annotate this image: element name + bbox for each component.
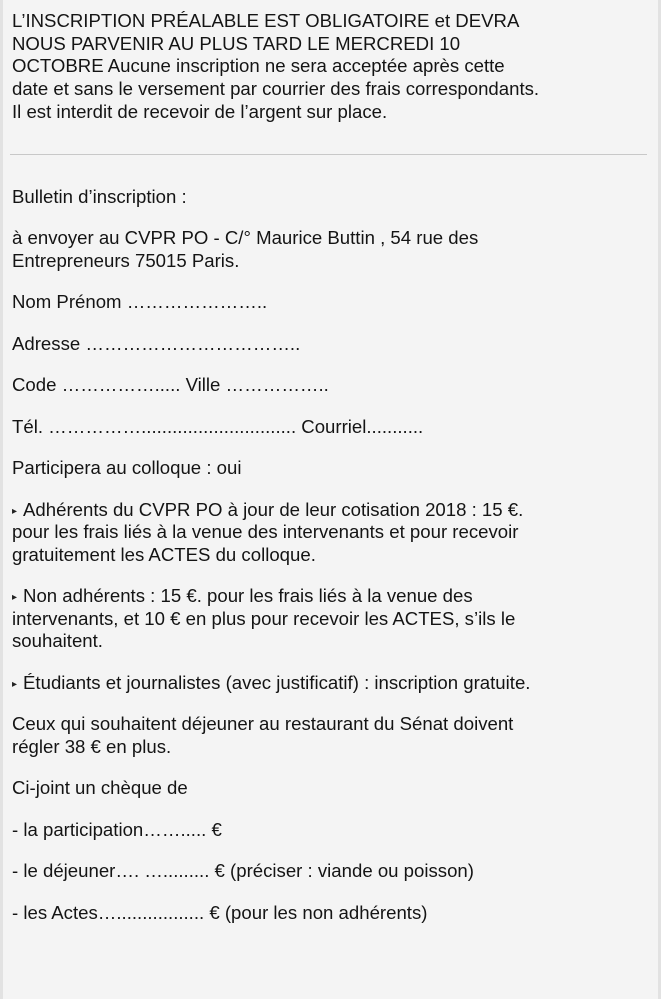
tier-line: Adhérents du CVPR PO à jour de leur cotisation 2018 : 15 €. xyxy=(23,498,524,520)
document-content xyxy=(12,10,652,924)
notice-line: date et sans le versement par courrier des frais correspondants. xyxy=(12,78,540,100)
participation-line: Participera au colloque : oui xyxy=(12,457,242,479)
notice-line: OCTOBRE Aucune inscription ne sera acceptée après cette xyxy=(12,55,505,77)
tier-line: souhaitent. xyxy=(12,630,103,652)
cheque-item-actes: - les Actes…................. € (pour les non adhérents) xyxy=(12,901,428,923)
cheque-item-participation: - la participation……..... € xyxy=(12,818,222,840)
code-city-field: Code ……………..... Ville …………….. xyxy=(12,374,329,396)
tier-line: intervenants, et 10 € en plus pour recevoir les ACTES, s’ils le xyxy=(12,607,516,629)
tel-email-field: Tél. …………….............................. Courriel........... xyxy=(12,415,424,437)
tier-members xyxy=(12,499,652,567)
lunch-line: régler 38 € en plus. xyxy=(12,735,172,757)
tier-non-members xyxy=(12,585,652,653)
mailing-address xyxy=(12,227,652,272)
page-edge-left xyxy=(0,0,3,999)
cheque-intro: Ci-joint un chèque de xyxy=(12,777,188,799)
notice-line: Il est interdit de recevoir de l’argent sur place. xyxy=(12,100,388,122)
registration-notice xyxy=(12,10,652,124)
name-field: Nom Prénom ………………….. xyxy=(12,291,268,313)
bulletin-title: Bulletin d’inscription : xyxy=(12,185,187,207)
lunch-line: Ceux qui souhaitent déjeuner au restaurant du Sénat doivent xyxy=(12,713,514,735)
address-line: Entrepreneurs 75015 Paris. xyxy=(12,249,240,271)
tier-students xyxy=(12,672,652,695)
tier-line: Non adhérents : 15 €. pour les frais liés à la venue des xyxy=(23,585,473,607)
lunch-note xyxy=(12,713,652,758)
address-field: Adresse …………………………….. xyxy=(12,332,301,354)
triangle-bullet-icon: ▸ xyxy=(12,678,18,690)
notice-line: NOUS PARVENIR AU PLUS TARD LE MERCREDI 10 xyxy=(12,32,461,54)
tier-line: pour les frais liés à la venue des intervenants et pour recevoir xyxy=(12,521,519,543)
triangle-bullet-icon: ▸ xyxy=(12,592,18,604)
tier-line: gratuitement les ACTES du colloque. xyxy=(12,543,316,565)
notice-line: L’INSCRIPTION PRÉALABLE EST OBLIGATOIRE et DEVRA xyxy=(12,10,520,31)
cheque-item-lunch: - le déjeuner…. …......... € (préciser : viande ou poisson) xyxy=(12,860,474,882)
section-divider xyxy=(10,154,647,155)
triangle-bullet-icon: ▸ xyxy=(12,505,18,517)
tier-line: Étudiants et journalistes (avec justificatif) : inscription gratuite. xyxy=(23,671,531,693)
address-line: à envoyer au CVPR PO - C/° Maurice Buttin , 54 rue des xyxy=(12,227,479,249)
